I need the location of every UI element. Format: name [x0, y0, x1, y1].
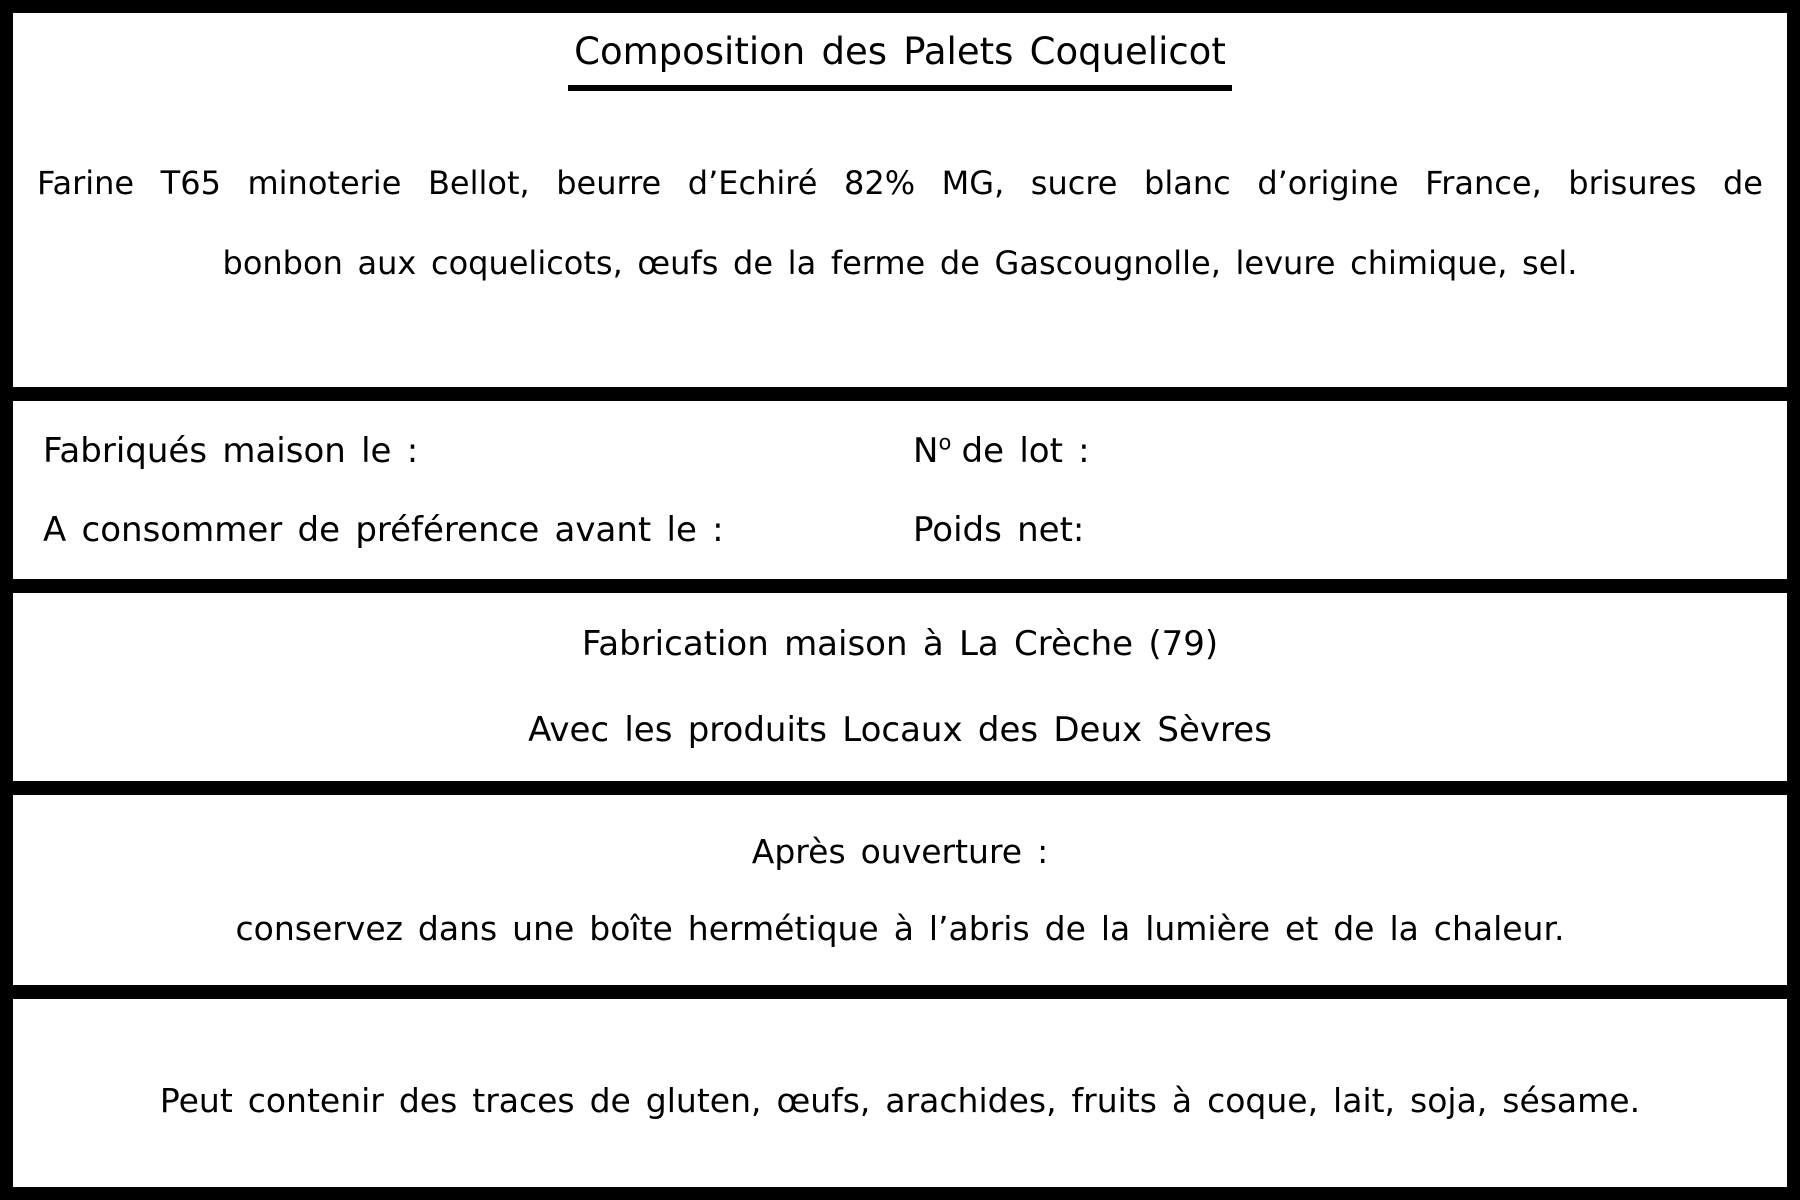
best-before-label: A consommer de préférence avant le :: [43, 509, 724, 550]
batch-row: [43, 510, 1757, 550]
composition-section: [13, 13, 1787, 387]
lot-n: N: [913, 430, 939, 471]
section-divider: [13, 387, 1787, 401]
storage-instructions: conservez dans une boîte hermétique à l’abris de la lumière et de la chaleur.: [235, 909, 1565, 948]
section-divider: [13, 579, 1787, 593]
storage-heading: Après ouverture :: [751, 832, 1049, 871]
title-wrap: [37, 29, 1763, 91]
batch-info-section: [13, 401, 1787, 579]
allergen-section: [13, 999, 1787, 1187]
allergen-statement: Peut contenir des traces de gluten, œufs, arachides, fruits à coque, lait, soja, sésame.: [159, 1080, 1641, 1120]
ingredients-paragraph: [37, 143, 1763, 303]
section-divider: [13, 781, 1787, 795]
storage-section: [13, 795, 1787, 985]
origin-section: [13, 593, 1787, 781]
lot-rest: de lot :: [961, 430, 1090, 471]
section-divider: [13, 985, 1787, 999]
lot-superscript-o: o: [938, 429, 952, 455]
ingredients-line: bonbon aux coquelicots, œufs de la ferme de Gascougnolle, levure chimique, sel.: [222, 244, 1578, 283]
made-on-label: Fabriqués maison le :: [43, 430, 419, 471]
origin-line-1: Fabrication maison à La Crèche (79): [581, 624, 1219, 664]
page-title: Composition des Palets Coquelicot: [568, 29, 1232, 91]
net-weight-label: Poids net:: [913, 509, 1085, 550]
batch-row: [43, 431, 1757, 471]
ingredients-line: Farine T65 minoterie Bellot, beurre d’Echiré 82% MG, sucre blanc d’origine France, brisures de: [37, 164, 1763, 203]
lot-number-label: [913, 431, 1757, 471]
origin-line-2: Avec les produits Locaux des Deux Sèvres: [528, 710, 1272, 750]
